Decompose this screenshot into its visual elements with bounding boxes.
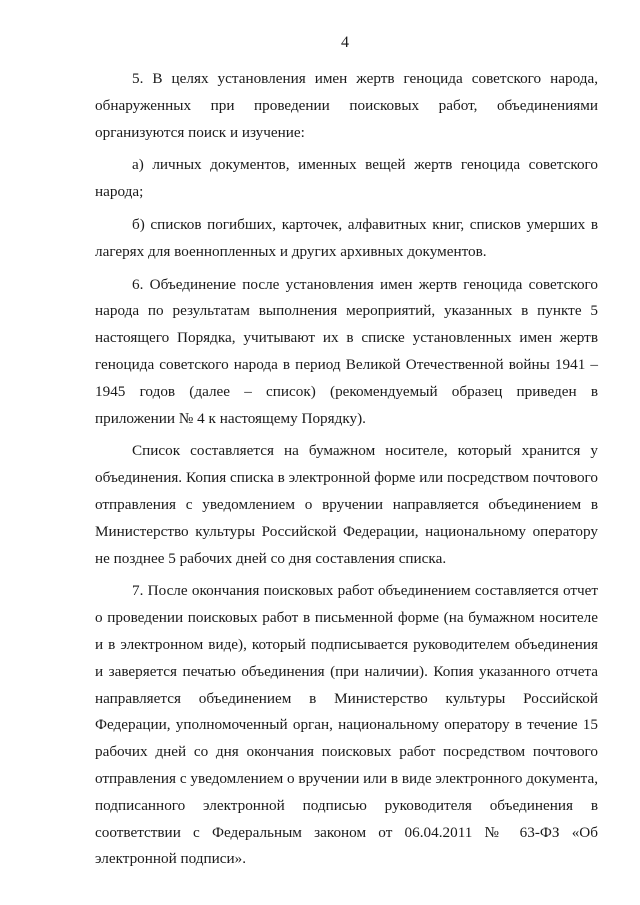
paragraph-6: 6. Объединение после установления имен жертв геноцида советского народа по результатам выполнения мероприятий, указанных в пункте 5 настоящего Порядка, учитывают их в списке установленных имен жертв геноцида советского народа в период Великой Отечественной войны 1941 – 1945 годов (далее – список) (рекомендуемый образец приведен в приложении № 4 к настоящему Порядку). [95,275,598,427]
paragraph-5a: а) личных документов, именных вещей жертв геноцида советского народа; [95,156,598,201]
paragraph-6-list: Список составляется на бумажном носителе, который хранится у объединения. Копия списка в электронной форме или посредством почтового отправления с уведомлением о вручении направляется объединением в Министерство культуры Российской Федерации, национальному оператору не позднее 5 рабочих дней со дня составления списка. [95,442,598,567]
document-body [95,66,598,873]
paragraph-5b: б) списков погибших, карточек, алфавитных книг, списков умерших в лагерях для военнопленных и других архивных документов. [95,215,598,260]
page-number: 4 [341,34,349,51]
paragraph-7: 7. После окончания поисковых работ объединением составляется отчет о проведении поисковых работ в письменной форме (на бумажном носителе и в электронном виде), который подписывается руководителем объединения и заверяется печатью объединения (при наличии). Копия указанного отчета направляется объединением в Министерство культуры Российской Федерации, уполномоченный орган, национальному оператору в течение 15 рабочих дней со дня окончания поисковых работ посредством почтового отправления с уведомлением о вручении или в виде электронного документа, подписанного электронной подписью руководителя объединения в соответствии с Федеральным законом от 06.04.2011 № 63-ФЗ «Об электронной подписи». [95,582,598,868]
paragraph-5: 5. В целях установления имен жертв геноцида советского народа, обнаруженных при проведении поисковых работ, объединениями организуются поиск и изучение: [95,70,598,141]
